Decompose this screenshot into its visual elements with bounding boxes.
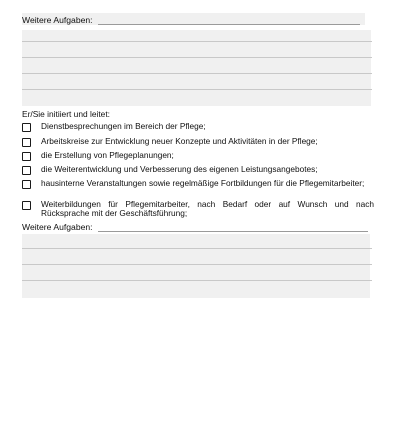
checklist-item-label: hausinterne Veranstaltungen sowie regelmäßige Fortbildungen für die Pflegemitarbeiter;: [41, 178, 365, 188]
checkbox-icon[interactable]: [22, 201, 31, 210]
bottom-fill-area[interactable]: [22, 234, 370, 298]
bottom-fill-line-1: [22, 248, 372, 249]
section-intro: Er/Sie initiiert und leitet:: [22, 109, 110, 119]
checkbox-icon[interactable]: [22, 166, 31, 175]
bottom-fill-line-3: [22, 280, 372, 281]
bottom-fill-line-2: [22, 264, 372, 265]
top-fill-line-1: [22, 41, 372, 42]
checkbox-icon[interactable]: [22, 180, 31, 189]
bottom-section-heading: Weitere Aufgaben:: [22, 222, 93, 232]
checklist-item-label: Dienstbesprechungen im Bereich der Pflege;: [41, 121, 206, 131]
checkbox-icon[interactable]: [22, 152, 31, 161]
bottom-heading-underline: [98, 231, 368, 232]
checkbox-icon[interactable]: [22, 123, 31, 132]
checkbox-icon[interactable]: [22, 138, 31, 147]
top-heading-underline: [98, 24, 360, 25]
top-fill-line-2: [22, 57, 372, 58]
checklist-item-label: Arbeitskreise zur Entwicklung neuer Konzepte und Aktivitäten in der Pflege;: [41, 136, 318, 146]
checklist-item-label: Weiterbildungen für Pflegemitarbeiter, nach Bedarf oder auf Wunsch und nach Rücksprache mit der Geschäftsführung;: [41, 199, 374, 218]
top-section-heading: Weitere Aufgaben:: [22, 15, 93, 25]
checklist-item-label: die Erstellung von Pflegeplanungen;: [41, 150, 174, 160]
top-fill-line-3: [22, 73, 372, 74]
top-fill-line-4: [22, 89, 372, 90]
checklist-item-label: die Weiterentwicklung und Verbesserung des eigenen Leistungsangebotes;: [41, 164, 318, 174]
